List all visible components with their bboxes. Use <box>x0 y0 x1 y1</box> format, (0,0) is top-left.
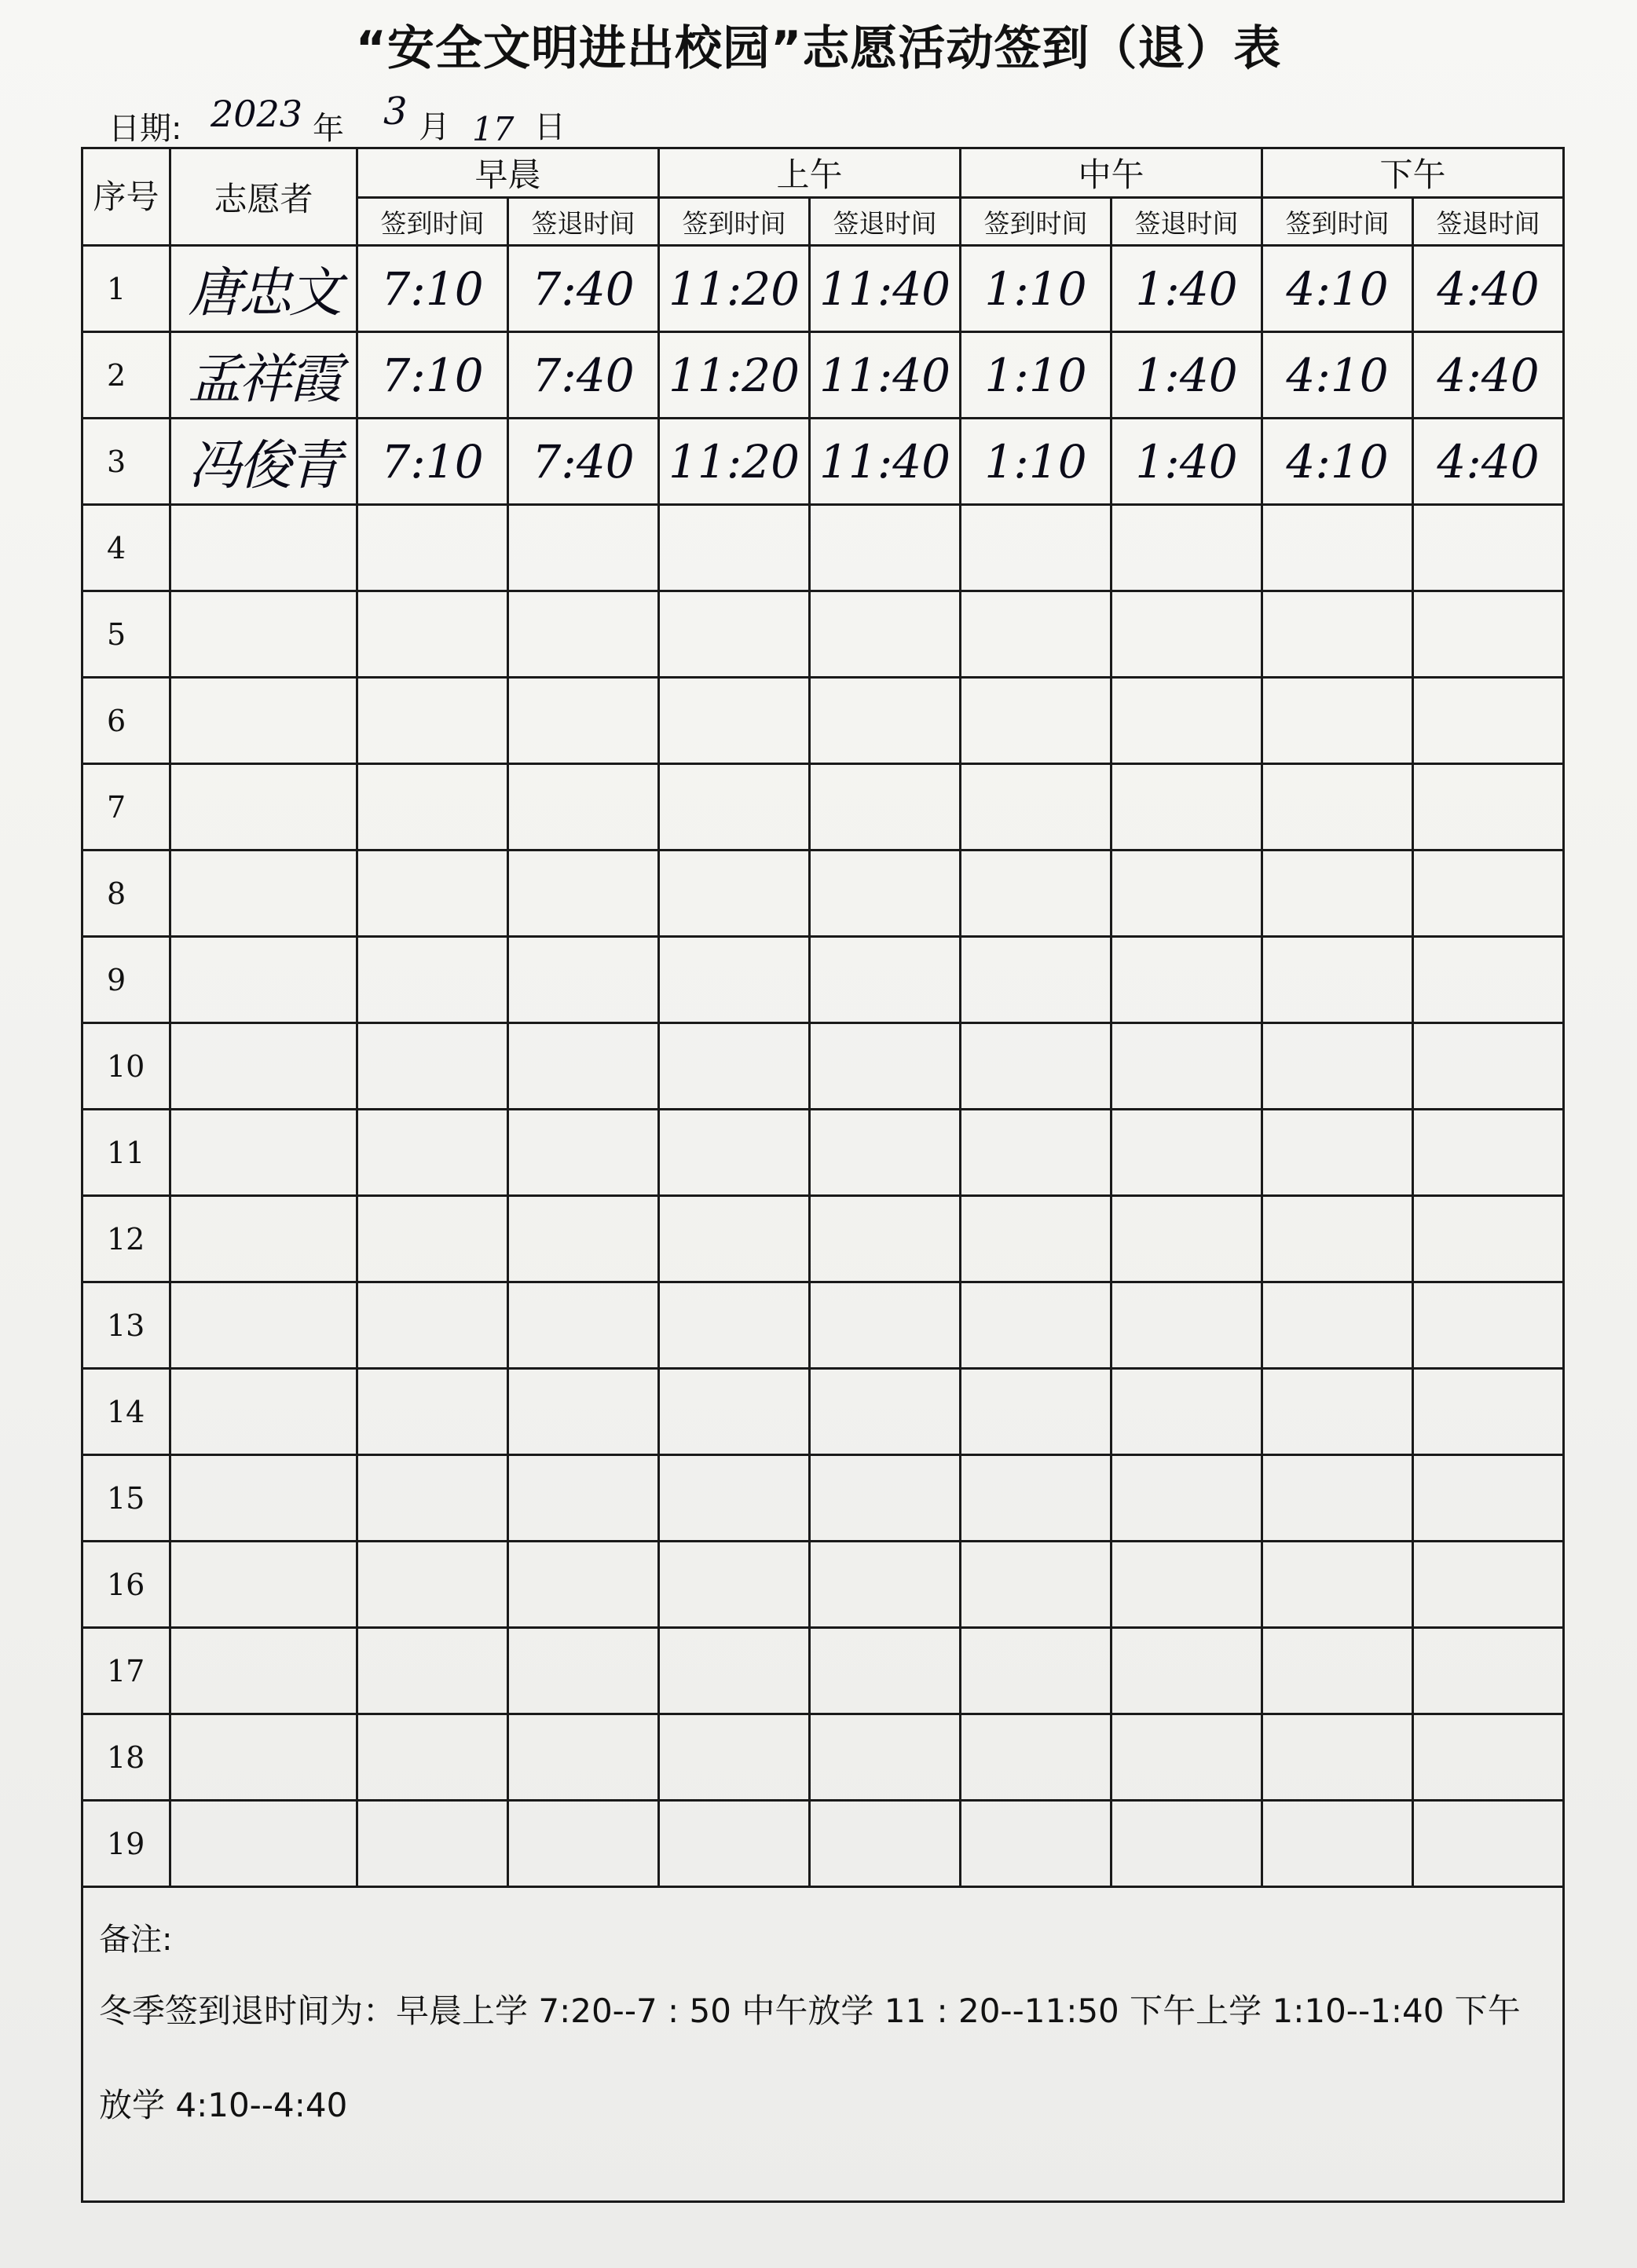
sign-in-time-cell: 7:10 <box>357 246 508 332</box>
sign-out-time-cell <box>1413 678 1564 764</box>
row-number: 19 <box>82 1801 170 1887</box>
notes-cell <box>82 1887 1564 2202</box>
volunteer-name-cell: 孟祥霞 <box>170 332 357 419</box>
table-row <box>82 678 1564 764</box>
sign-out-time-cell <box>1413 1801 1564 1887</box>
notes-label: 备注: <box>99 1922 173 1958</box>
sign-out-time-cell <box>508 764 659 850</box>
volunteer-name-cell: 冯俊青 <box>170 419 357 505</box>
volunteer-name-cell <box>170 1196 357 1282</box>
sign-out-time-cell <box>1413 937 1564 1023</box>
volunteer-name-cell <box>170 1369 357 1455</box>
table-row <box>82 1110 1564 1196</box>
date-month-unit: 月 <box>419 109 450 145</box>
sign-in-time-cell <box>659 1801 810 1887</box>
table-row <box>82 1801 1564 1887</box>
sign-in-time-cell: 1:10 <box>961 419 1111 505</box>
sign-in-time-cell <box>659 1542 810 1628</box>
sign-out-time-cell <box>1111 591 1262 678</box>
volunteer-name-cell <box>170 1455 357 1542</box>
sign-out-time-cell: 1:40 <box>1111 419 1262 505</box>
table-row <box>82 591 1564 678</box>
sign-out-time-cell: 11:40 <box>810 419 961 505</box>
sign-in-time-cell <box>1262 764 1413 850</box>
table-row <box>82 1455 1564 1542</box>
row-number: 17 <box>82 1628 170 1714</box>
sign-out-time-cell <box>810 764 961 850</box>
sign-in-time-cell <box>961 1282 1111 1369</box>
table-row <box>82 419 1564 505</box>
sign-out-time-cell <box>1111 1282 1262 1369</box>
volunteer-name-cell: 唐忠文 <box>170 246 357 332</box>
sign-out-time-cell: 1:40 <box>1111 246 1262 332</box>
sign-in-time-cell: 11:20 <box>659 246 810 332</box>
sign-out-time-cell <box>810 1196 961 1282</box>
sign-in-time-cell <box>357 764 508 850</box>
sign-in-time-cell <box>659 1282 810 1369</box>
sign-out-time-cell <box>1111 678 1262 764</box>
row-number: 15 <box>82 1455 170 1542</box>
sheet-body <box>82 246 1564 1887</box>
sign-in-time-cell <box>659 1714 810 1801</box>
sign-out-time-cell <box>1413 1628 1564 1714</box>
sign-out-time-cell <box>810 591 961 678</box>
sign-in-time-cell <box>961 1455 1111 1542</box>
sign-in-time-cell <box>357 1282 508 1369</box>
row-number: 12 <box>82 1196 170 1282</box>
sign-in-header: 签到时间 <box>1262 198 1413 246</box>
sign-out-time-cell <box>810 678 961 764</box>
sign-out-time-cell <box>810 1282 961 1369</box>
sign-in-time-cell <box>1262 591 1413 678</box>
sign-out-time-cell <box>1413 591 1564 678</box>
sign-out-time-cell <box>508 1023 659 1110</box>
row-number: 14 <box>82 1369 170 1455</box>
sign-out-time-cell <box>508 1628 659 1714</box>
row-number: 8 <box>82 850 170 937</box>
sign-in-time-cell: 7:10 <box>357 332 508 419</box>
sign-out-time-cell <box>810 1714 961 1801</box>
row-number: 18 <box>82 1714 170 1801</box>
sign-in-time-cell <box>961 764 1111 850</box>
sign-in-time-cell <box>357 1369 508 1455</box>
table-row <box>82 1628 1564 1714</box>
sign-in-time-cell <box>357 1801 508 1887</box>
sign-in-time-cell: 4:10 <box>1262 246 1413 332</box>
sign-in-time-cell <box>961 678 1111 764</box>
sign-in-time-cell <box>961 1110 1111 1196</box>
sign-in-time-cell: 1:10 <box>961 332 1111 419</box>
sign-in-time-cell <box>1262 1196 1413 1282</box>
sign-out-time-cell: 4:40 <box>1413 419 1564 505</box>
sign-in-time-cell <box>357 505 508 591</box>
sign-in-header: 签到时间 <box>357 198 508 246</box>
sign-in-time-cell: 1:10 <box>961 246 1111 332</box>
row-number: 13 <box>82 1282 170 1369</box>
sign-out-time-cell <box>1111 764 1262 850</box>
sign-out-time-cell <box>1111 850 1262 937</box>
sign-in-time-cell: 11:20 <box>659 332 810 419</box>
sign-out-time-cell <box>810 1023 961 1110</box>
sign-in-time-cell <box>1262 1714 1413 1801</box>
volunteer-name-cell <box>170 937 357 1023</box>
sign-out-time-cell <box>508 1282 659 1369</box>
table-row <box>82 1196 1564 1282</box>
date-line <box>108 90 658 155</box>
sign-in-header: 签到时间 <box>961 198 1111 246</box>
row-number: 7 <box>82 764 170 850</box>
sign-out-time-cell <box>1111 1628 1262 1714</box>
volunteer-name-cell <box>170 591 357 678</box>
period-header-afternoon: 下午 <box>1262 148 1564 198</box>
sign-out-time-cell <box>810 1801 961 1887</box>
row-number: 5 <box>82 591 170 678</box>
sign-in-time-cell <box>961 1023 1111 1110</box>
table-row <box>82 1023 1564 1110</box>
sign-out-time-cell: 11:40 <box>810 246 961 332</box>
sign-out-time-cell <box>1111 1455 1262 1542</box>
sign-in-header: 签到时间 <box>659 198 810 246</box>
row-number: 11 <box>82 1110 170 1196</box>
sign-in-time-cell: 11:20 <box>659 419 810 505</box>
sign-out-time-cell <box>810 1628 961 1714</box>
sign-in-time-cell <box>659 1369 810 1455</box>
sign-out-time-cell <box>1111 1023 1262 1110</box>
table-row <box>82 1542 1564 1628</box>
row-number: 16 <box>82 1542 170 1628</box>
volunteer-name-cell <box>170 1714 357 1801</box>
sign-in-time-cell <box>659 937 810 1023</box>
sign-in-time-cell <box>961 1628 1111 1714</box>
volunteer-name-cell <box>170 1801 357 1887</box>
sign-in-time-cell <box>961 1801 1111 1887</box>
sign-out-time-cell <box>1413 850 1564 937</box>
sign-in-time-cell <box>357 678 508 764</box>
sign-in-time-cell <box>1262 1110 1413 1196</box>
sign-in-time-cell <box>1262 937 1413 1023</box>
seq-header: 序号 <box>82 148 170 246</box>
sign-out-header: 签退时间 <box>810 198 961 246</box>
sign-out-time-cell <box>810 937 961 1023</box>
volunteer-header: 志愿者 <box>170 148 357 246</box>
sign-out-time-cell <box>1413 1282 1564 1369</box>
sign-in-time-cell <box>659 1455 810 1542</box>
sign-in-time-cell <box>1262 1023 1413 1110</box>
sign-in-time-cell <box>961 937 1111 1023</box>
sign-out-time-cell <box>810 505 961 591</box>
sign-in-time-cell <box>961 591 1111 678</box>
sign-in-time-cell <box>1262 1455 1413 1542</box>
sign-out-time-cell <box>810 1542 961 1628</box>
row-number: 10 <box>82 1023 170 1110</box>
sign-out-time-cell <box>508 1455 659 1542</box>
sign-in-table <box>81 147 1565 2203</box>
volunteer-name-cell <box>170 1628 357 1714</box>
sign-in-time-cell <box>659 850 810 937</box>
sign-out-time-cell: 7:40 <box>508 419 659 505</box>
date-label: 日期: <box>108 111 182 147</box>
sign-in-time-cell <box>659 1628 810 1714</box>
sign-in-time-cell <box>659 1196 810 1282</box>
table-row <box>82 937 1564 1023</box>
table-row <box>82 332 1564 419</box>
sign-out-time-cell <box>508 591 659 678</box>
sign-out-time-cell <box>508 1369 659 1455</box>
sign-out-time-cell: 4:40 <box>1413 332 1564 419</box>
sign-out-time-cell <box>508 1801 659 1887</box>
row-number: 6 <box>82 678 170 764</box>
row-number: 3 <box>82 419 170 505</box>
sign-out-time-cell <box>1413 1023 1564 1110</box>
sign-in-time-cell <box>659 591 810 678</box>
notes-text: 冬季签到退时间为：早晨上学 7:20--7 : 50 中午放学 11 : 20--11:50 下午上学 1:10--1:40 下午放学 4:10--4:40 <box>99 1992 1521 2124</box>
sign-out-time-cell: 7:40 <box>508 332 659 419</box>
sign-out-time-cell: 4:40 <box>1413 246 1564 332</box>
sign-out-time-cell <box>508 850 659 937</box>
date-day: 17 <box>472 110 515 148</box>
sign-in-time-cell <box>357 937 508 1023</box>
date-day-unit: 日 <box>534 109 566 145</box>
sign-in-time-cell <box>357 1023 508 1110</box>
sign-out-time-cell <box>810 1110 961 1196</box>
sign-out-time-cell <box>810 1455 961 1542</box>
sign-in-time-cell: 7:10 <box>357 419 508 505</box>
sign-in-time-cell <box>357 1196 508 1282</box>
sign-out-time-cell <box>1413 1542 1564 1628</box>
sign-in-time-cell <box>357 1714 508 1801</box>
volunteer-name-cell <box>170 505 357 591</box>
sign-in-time-cell <box>961 1196 1111 1282</box>
sign-out-time-cell <box>810 850 961 937</box>
sign-in-time-cell <box>659 1023 810 1110</box>
sign-in-time-cell <box>659 505 810 591</box>
sign-in-time-cell <box>961 1542 1111 1628</box>
volunteer-name-cell <box>170 1542 357 1628</box>
sheet-title: “安全文明进出校园”志愿活动签到（退）表 <box>355 21 1282 76</box>
sign-in-time-cell <box>1262 1628 1413 1714</box>
sign-out-time-cell <box>1111 1801 1262 1887</box>
sign-in-time-cell <box>1262 1801 1413 1887</box>
sign-in-time-cell <box>1262 1369 1413 1455</box>
sign-in-time-cell <box>961 505 1111 591</box>
table-row <box>82 1282 1564 1369</box>
period-header-noon: 中午 <box>961 148 1262 198</box>
sign-out-time-cell <box>1111 1714 1262 1801</box>
sign-in-time-cell <box>357 1110 508 1196</box>
table-row <box>82 1369 1564 1455</box>
row-number: 9 <box>82 937 170 1023</box>
sign-in-time-cell <box>357 1542 508 1628</box>
sign-out-time-cell <box>1413 1369 1564 1455</box>
sign-in-time-cell <box>357 1628 508 1714</box>
sign-in-time-cell <box>659 678 810 764</box>
sign-in-time-cell: 4:10 <box>1262 332 1413 419</box>
sign-out-time-cell <box>1111 1369 1262 1455</box>
sign-in-time-cell <box>1262 1542 1413 1628</box>
sign-out-time-cell <box>508 678 659 764</box>
sign-out-time-cell <box>508 505 659 591</box>
sign-out-time-cell <box>1111 1196 1262 1282</box>
row-number: 1 <box>82 246 170 332</box>
sign-out-time-cell <box>810 1369 961 1455</box>
volunteer-name-cell <box>170 764 357 850</box>
sign-out-time-cell <box>1413 1455 1564 1542</box>
period-header-morning: 早晨 <box>357 148 659 198</box>
volunteer-name-cell <box>170 678 357 764</box>
sign-out-time-cell <box>508 1714 659 1801</box>
date-year-unit: 年 <box>313 111 344 147</box>
sign-out-time-cell <box>508 1542 659 1628</box>
date-month: 3 <box>383 90 408 134</box>
sign-in-time-cell <box>1262 505 1413 591</box>
sign-in-time-cell <box>961 1369 1111 1455</box>
sign-in-time-cell <box>1262 850 1413 937</box>
sign-out-time-cell <box>508 1196 659 1282</box>
sign-in-time-cell <box>961 1714 1111 1801</box>
sign-in-time-cell <box>357 1455 508 1542</box>
table-row <box>82 246 1564 332</box>
sign-out-time-cell <box>1111 1542 1262 1628</box>
sign-out-time-cell <box>508 937 659 1023</box>
volunteer-name-cell <box>170 1110 357 1196</box>
table-row <box>82 505 1564 591</box>
sign-out-time-cell: 1:40 <box>1111 332 1262 419</box>
volunteer-name-cell <box>170 1023 357 1110</box>
row-number: 2 <box>82 332 170 419</box>
sign-out-time-cell: 11:40 <box>810 332 961 419</box>
sign-in-time-cell <box>659 764 810 850</box>
sign-out-time-cell <box>1413 505 1564 591</box>
sign-out-time-cell <box>1111 505 1262 591</box>
sign-in-time-cell <box>1262 678 1413 764</box>
sign-in-time-cell <box>961 850 1111 937</box>
sign-out-time-cell <box>1111 937 1262 1023</box>
sign-out-time-cell: 7:40 <box>508 246 659 332</box>
sign-in-time-cell <box>659 1110 810 1196</box>
sign-out-time-cell <box>1413 764 1564 850</box>
table-row <box>82 764 1564 850</box>
period-header-forenoon: 上午 <box>659 148 961 198</box>
sign-out-time-cell <box>1413 1196 1564 1282</box>
sign-in-time-cell <box>357 850 508 937</box>
volunteer-name-cell <box>170 850 357 937</box>
sign-in-time-cell <box>1262 1282 1413 1369</box>
table-row <box>82 1714 1564 1801</box>
sign-out-time-cell <box>1413 1714 1564 1801</box>
sign-out-time-cell <box>1111 1110 1262 1196</box>
sign-out-header: 签退时间 <box>1413 198 1564 246</box>
sign-out-header: 签退时间 <box>1111 198 1262 246</box>
sign-in-time-cell <box>357 591 508 678</box>
sign-in-time-cell: 4:10 <box>1262 419 1413 505</box>
date-year: 2023 <box>211 93 303 135</box>
table-row <box>82 850 1564 937</box>
volunteer-name-cell <box>170 1282 357 1369</box>
sign-out-time-cell <box>508 1110 659 1196</box>
row-number: 4 <box>82 505 170 591</box>
sign-out-header: 签退时间 <box>508 198 659 246</box>
sign-out-time-cell <box>1413 1110 1564 1196</box>
